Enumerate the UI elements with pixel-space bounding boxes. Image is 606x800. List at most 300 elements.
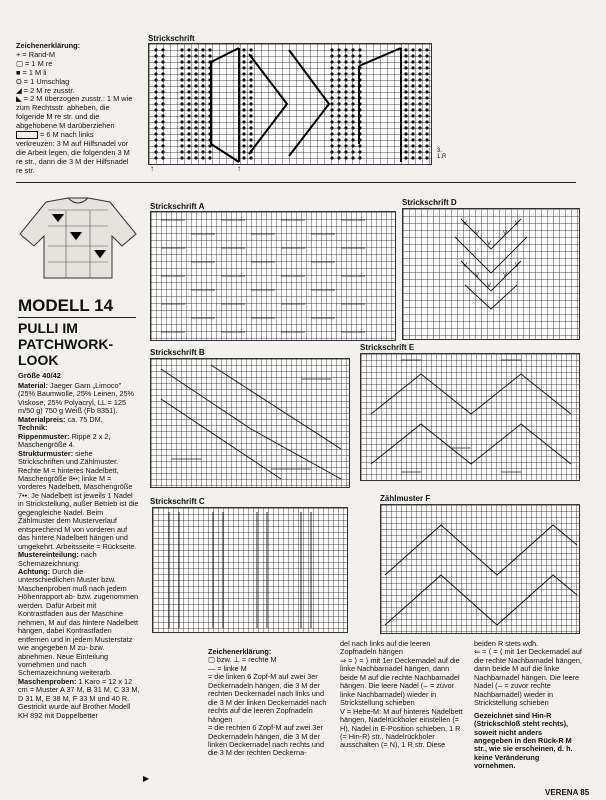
model-title: PULLI IM PATCHWORK- LOOK [18,320,114,368]
purl-dot [418,72,421,75]
purl-dot [187,138,190,141]
purl-dot [249,90,252,93]
purl-dot [344,102,347,105]
purl-dot [425,48,428,51]
purl-dot [161,54,164,57]
purl-dot [180,126,183,129]
purl-dot [249,72,252,75]
divider [18,317,136,318]
purl-dot [194,78,197,81]
purl-dot [194,84,197,87]
purl-dot [187,78,190,81]
legend-item: + = Rand-M [16,49,56,59]
purl-dot [351,54,354,57]
purl-dot [154,108,157,111]
chart-top-pattern [149,44,431,164]
purl-dot [411,60,414,63]
legend-item: ▢ = 1 M re [16,58,53,68]
purl-dot [344,66,347,69]
purl-dot [249,156,252,159]
purl-dot [154,120,157,123]
purl-dot [425,138,428,141]
chart-d-pattern [403,209,579,339]
purl-dot [351,84,354,87]
svg-text:V: V [487,283,492,289]
purl-dot [404,84,407,87]
purl-dot [180,150,183,153]
purl-dot [154,72,157,75]
chart-top-title: Strickschrift [148,34,195,43]
purl-dot [337,78,340,81]
purl-dot [187,90,190,93]
purl-dot [344,90,347,93]
purl-dot [337,150,340,153]
purl-dot [330,108,333,111]
purl-dot [404,120,407,123]
chart-e [360,353,580,481]
purl-dot [418,138,421,141]
purl-dot [201,96,204,99]
purl-dot [194,72,197,75]
purl-dot [418,66,421,69]
purl-dot [194,150,197,153]
purl-dot [337,84,340,87]
chart-e-title: Strickschrift E [360,343,415,352]
purl-dot [154,138,157,141]
bottom-legend: Zeichenerklärung: ▢ bzw. ⊥ = rechte M — = linke M = die linken 6 Zopf-M auf zwei 3er Deckernadeln hängen, die 3 M der rechten Deckernadel nach links und die 3 M der linken Deckernadel nach rechts auf die leeren Zopfnadeln hängen = die rechten 6 Zopf-M auf zwei 3er Deckernadeln hängen, die 3 M der linken Deckernadel nach rechts und die 3 M der rechten Deckerna- [208,648,332,758]
footer-brand: VERENA 85 [545,788,590,797]
purl-dot [425,150,428,153]
purl-dot [344,132,347,135]
svg-text:V: V [475,273,480,279]
purl-dot [404,144,407,147]
purl-dot [351,108,354,111]
bottom-legend-col2: del nach links auf die leeren Zopfnadeln hängen ⇒ = ⟩ = ⟩ mit 1er Deckernadel auf die linke Nachbarnadel hängen, dann beide M auf die rechte Nachbarnadel hängen. Die leere Nadel (⌣ = zuvor linke Nachbarnadel) wieder in Strickstellung schieben V = Hebe-M: M auf hinteres Nadelbett hängen, Nadelrückholer einstellen (= H), Nadel in E-Position schieben, 1 R (= Hin-R) str., Nadelrückholer ausschalten (= N), 1 R str. Diese [340,639,463,750]
purl-dot [154,66,157,69]
purl-dot [404,132,407,135]
purl-dot [330,66,333,69]
purl-dot [411,48,414,51]
purl-dot [194,126,197,129]
purl-dot [418,102,421,105]
purl-dot [425,72,428,75]
svg-text:V: V [463,221,468,227]
purl-dot [161,102,164,105]
purl-dot [337,54,340,57]
purl-dot [337,126,340,129]
purl-dot [194,66,197,69]
purl-dot [330,90,333,93]
purl-dot [180,102,183,105]
purl-dot [194,132,197,135]
legend-item: O = 1 Umschlag [16,76,70,86]
purl-dot [418,126,421,129]
purl-dot [242,108,245,111]
purl-dot [330,144,333,147]
purl-dot [154,78,157,81]
continue-arrow-icon: ▶ [143,774,150,783]
purl-dot [249,108,252,111]
purl-dot [358,54,361,57]
purl-dot [187,120,190,123]
purl-dot [351,72,354,75]
purl-dot [418,150,421,153]
purl-dot [425,96,428,99]
purl-dot [161,72,164,75]
purl-dot [404,108,407,111]
purl-dot [418,84,421,87]
purl-dot [330,102,333,105]
purl-dot [358,144,361,147]
purl-dot [337,48,340,51]
purl-dot [418,90,421,93]
legend-item: ■ = 1 M li [16,67,47,77]
purl-dot [249,60,252,63]
purl-dot [194,138,197,141]
legend-item: ◢ = 2 M re zusstr. [16,85,75,95]
purl-dot [249,102,252,105]
purl-dot [425,144,428,147]
purl-dot [187,114,190,117]
purl-dot [154,96,157,99]
purl-dot [337,144,340,147]
purl-dot [330,48,333,51]
purl-dot [194,156,197,159]
model-number: MODELL 14 [18,296,114,315]
purl-dot [242,84,245,87]
chart-f-title: Zählmuster F [380,494,431,503]
purl-dot [201,132,204,135]
purl-dot [154,54,157,57]
purl-dot [201,72,204,75]
purl-dot [330,132,333,135]
purl-dot [425,156,428,159]
note-text: Gezeichnet sind Hin-R (Strickschloß steht rechts), soweit nicht anders angegeben in den Rück-R M str., wie sie erscheinen, d. h. keine Veränderung vornehmen. [474,710,573,771]
purl-dot [208,48,211,51]
purl-dot [404,54,407,57]
purl-dot [180,144,183,147]
purl-dot [344,54,347,57]
purl-dot [201,90,204,93]
purl-dot [201,84,204,87]
purl-dot [337,138,340,141]
purl-dot [351,114,354,117]
purl-dot [411,144,414,147]
purl-dot [180,114,183,117]
purl-dot [208,150,211,153]
purl-dot [208,54,211,57]
purl-dot [351,78,354,81]
purl-dot [425,120,428,123]
purl-dot [201,66,204,69]
purl-dot [418,60,421,63]
purl-dot [330,114,333,117]
purl-dot [411,156,414,159]
svg-text:V: V [487,241,492,247]
purl-dot [404,126,407,129]
purl-dot [242,126,245,129]
purl-dot [411,108,414,111]
svg-text:V: V [503,273,508,279]
purl-dot [425,114,428,117]
purl-dot [154,48,157,51]
svg-text:V: V [475,231,480,237]
purl-dot [418,144,421,147]
chart-c-pattern [153,508,347,632]
legend-cable-text: = die linken 6 Zopf-M auf zwei 3er Deckernadeln hängen, die 3 M der rechten Deckernadel nach links und die 3 M der linken Deckernadel nach rechts auf die leeren Zopfnadeln hängen = die rechten 6 Zopf-M auf zwei 3er Deckernadeln hängen, die 3 M der linken Deckernadel nach rechts und die 3 M der rechten Deckerna- [208,672,327,758]
purl-dot [187,60,190,63]
cable-symbol-icon [16,131,38,139]
purl-dot [344,96,347,99]
purl-dot [154,90,157,93]
purl-dot [208,156,211,159]
purl-dot [344,150,347,153]
purl-dot [201,156,204,159]
purl-dot [337,156,340,159]
purl-dot [161,96,164,99]
purl-dot [404,102,407,105]
purl-dot [201,150,204,153]
purl-dot [249,48,252,51]
purl-dot [411,102,414,105]
purl-dot [242,48,245,51]
purl-dot [425,90,428,93]
legend-item: ◣ = 2 M überzogen zusstr.: 1 M wie zum Rechtsstr. abheben, die folgende M re str. und die abgehobene M darüberziehen [16,94,133,131]
purl-dot [180,72,183,75]
purl-dot [180,78,183,81]
purl-dot [242,72,245,75]
purl-dot [242,132,245,135]
purl-dot [344,84,347,87]
purl-dot [411,90,414,93]
purl-dot [242,102,245,105]
purl-dot [404,60,407,63]
purl-dot [154,102,157,105]
purl-dot [337,120,340,123]
purl-dot [411,132,414,135]
purl-dot [351,150,354,153]
purl-dot [330,120,333,123]
purl-dot [344,72,347,75]
purl-dot [358,150,361,153]
purl-dot [411,96,414,99]
purl-dot [418,108,421,111]
chart-a-title: Strickschrift A [150,202,205,211]
purl-dot [154,150,157,153]
purl-dot [154,156,157,159]
purl-dot [187,96,190,99]
purl-dot [154,144,157,147]
purl-dot [194,144,197,147]
chart-c-title: Strickschrift C [150,497,205,506]
purl-dot [404,78,407,81]
purl-dot [161,138,164,141]
chart-f-pattern [381,505,579,633]
purl-dot [358,48,361,51]
purl-dot [404,150,407,153]
purl-dot [201,108,204,111]
purl-dot [425,60,428,63]
purl-dot [201,120,204,123]
purl-dot [404,138,407,141]
purl-dot [180,108,183,111]
chart-f [380,504,580,634]
purl-dot [418,120,421,123]
purl-dot [180,90,183,93]
purl-dot [418,114,421,117]
purl-dot [418,78,421,81]
purl-dot [194,90,197,93]
purl-dot [330,60,333,63]
purl-dot [187,48,190,51]
purl-dot [201,102,204,105]
purl-dot [418,132,421,135]
purl-dot [249,144,252,147]
purl-dot [337,60,340,63]
purl-dot [194,102,197,105]
bottom-legend-col3: beiden R stets wdh. ⇐ = ⟨ = ⟨ mit 1er Deckernadel auf die rechte Nachbarnadel hängen, dann beide M auf die linke Nachbarnadel hängen. Die leere Nadel (⌣ = zuvor rechte Nachbarnadel) wieder in Strickstellung schieben Gezeichnet sind Hin-R (Strickschloß steht rechts), soweit nicht anders angegeben in den Rück-R M str., wie sie erscheinen, d. h. keine Veränderung vornehmen. [474,639,582,771]
purl-dot [330,156,333,159]
purl-dot [242,138,245,141]
purl-dot [249,84,252,87]
purl-dot [161,108,164,111]
purl-dot [330,78,333,81]
purl-dot [411,138,414,141]
purl-dot [404,48,407,51]
purl-dot [187,108,190,111]
purl-dot [425,66,428,69]
purl-dot [187,102,190,105]
purl-dot [242,156,245,159]
purl-dot [242,54,245,57]
chart-d-title: Strickschrift D [402,198,457,207]
purl-dot [404,90,407,93]
purl-dot [351,138,354,141]
purl-dot [411,114,414,117]
purl-dot [180,54,183,57]
purl-dot [161,126,164,129]
svg-text:V: V [515,221,520,227]
purl-dot [249,120,252,123]
purl-dot [187,54,190,57]
chart-top-row-label: 3. 1.R [437,148,447,160]
purl-dot [330,72,333,75]
purl-dot [418,54,421,57]
purl-dot [187,66,190,69]
purl-dot [194,60,197,63]
purl-dot [249,114,252,117]
purl-dot [161,84,164,87]
purl-dot [351,120,354,123]
purl-dot [187,144,190,147]
purl-dot [249,126,252,129]
purl-dot [161,120,164,123]
purl-dot [187,132,190,135]
purl-dot [161,132,164,135]
purl-dot [411,72,414,75]
purl-dot [180,96,183,99]
purl-dot [242,120,245,123]
purl-dot [337,102,340,105]
purl-dot [344,108,347,111]
legend-title: Zeichenerklärung: [208,647,272,656]
purl-dot [425,126,428,129]
purl-dot [358,60,361,63]
purl-dot [161,78,164,81]
purl-dot [180,132,183,135]
purl-dot [180,48,183,51]
purl-dot [180,66,183,69]
arrow-up-icon: ↑ [237,164,241,173]
legend-title: Zeichenerklärung: [16,41,81,50]
purl-dot [242,66,245,69]
purl-dot [351,144,354,147]
purl-dot [194,120,197,123]
purl-dot [344,126,347,129]
purl-dot [187,84,190,87]
purl-dot [425,78,428,81]
purl-dot [330,126,333,129]
purl-dot [242,144,245,147]
purl-dot [194,108,197,111]
purl-dot [242,150,245,153]
purl-dot [201,60,204,63]
purl-dot [201,138,204,141]
purl-dot [425,108,428,111]
purl-dot [337,66,340,69]
svg-text:V: V [515,263,520,269]
purl-dot [344,114,347,117]
purl-dot [404,96,407,99]
purl-dot [180,60,183,63]
purl-dot [201,54,204,57]
purl-dot [242,60,245,63]
purl-dot [330,54,333,57]
purl-dot [201,48,204,51]
purl-dot [351,126,354,129]
purl-dot [194,54,197,57]
purl-dot [154,60,157,63]
purl-dot [337,132,340,135]
purl-dot [411,78,414,81]
purl-dot [411,54,414,57]
purl-dot [194,114,197,117]
purl-dot [337,90,340,93]
purl-dot [249,132,252,135]
chart-e-pattern [361,354,579,480]
purl-dot [180,84,183,87]
top-legend [16,42,134,176]
purl-dot [351,156,354,159]
chart-d [402,208,580,340]
purl-dot [351,48,354,51]
svg-text:V: V [463,263,468,269]
purl-dot [194,48,197,51]
purl-dot [161,114,164,117]
purl-dot [337,72,340,75]
purl-dot [249,138,252,141]
purl-dot [411,66,414,69]
legend-item-cable: = 6 M nach links verkreuzen: 3 M auf Hilfsnadel vor die Arbeit legen, die folgenden 3 M re str., dann die 3 M der Hilfsnadel re str. [16,130,130,175]
purl-dot [330,150,333,153]
purl-dot [242,78,245,81]
purl-dot [344,144,347,147]
purl-dot [161,156,164,159]
purl-dot [187,72,190,75]
purl-dot [242,114,245,117]
purl-dot [242,96,245,99]
purl-dot [161,144,164,147]
